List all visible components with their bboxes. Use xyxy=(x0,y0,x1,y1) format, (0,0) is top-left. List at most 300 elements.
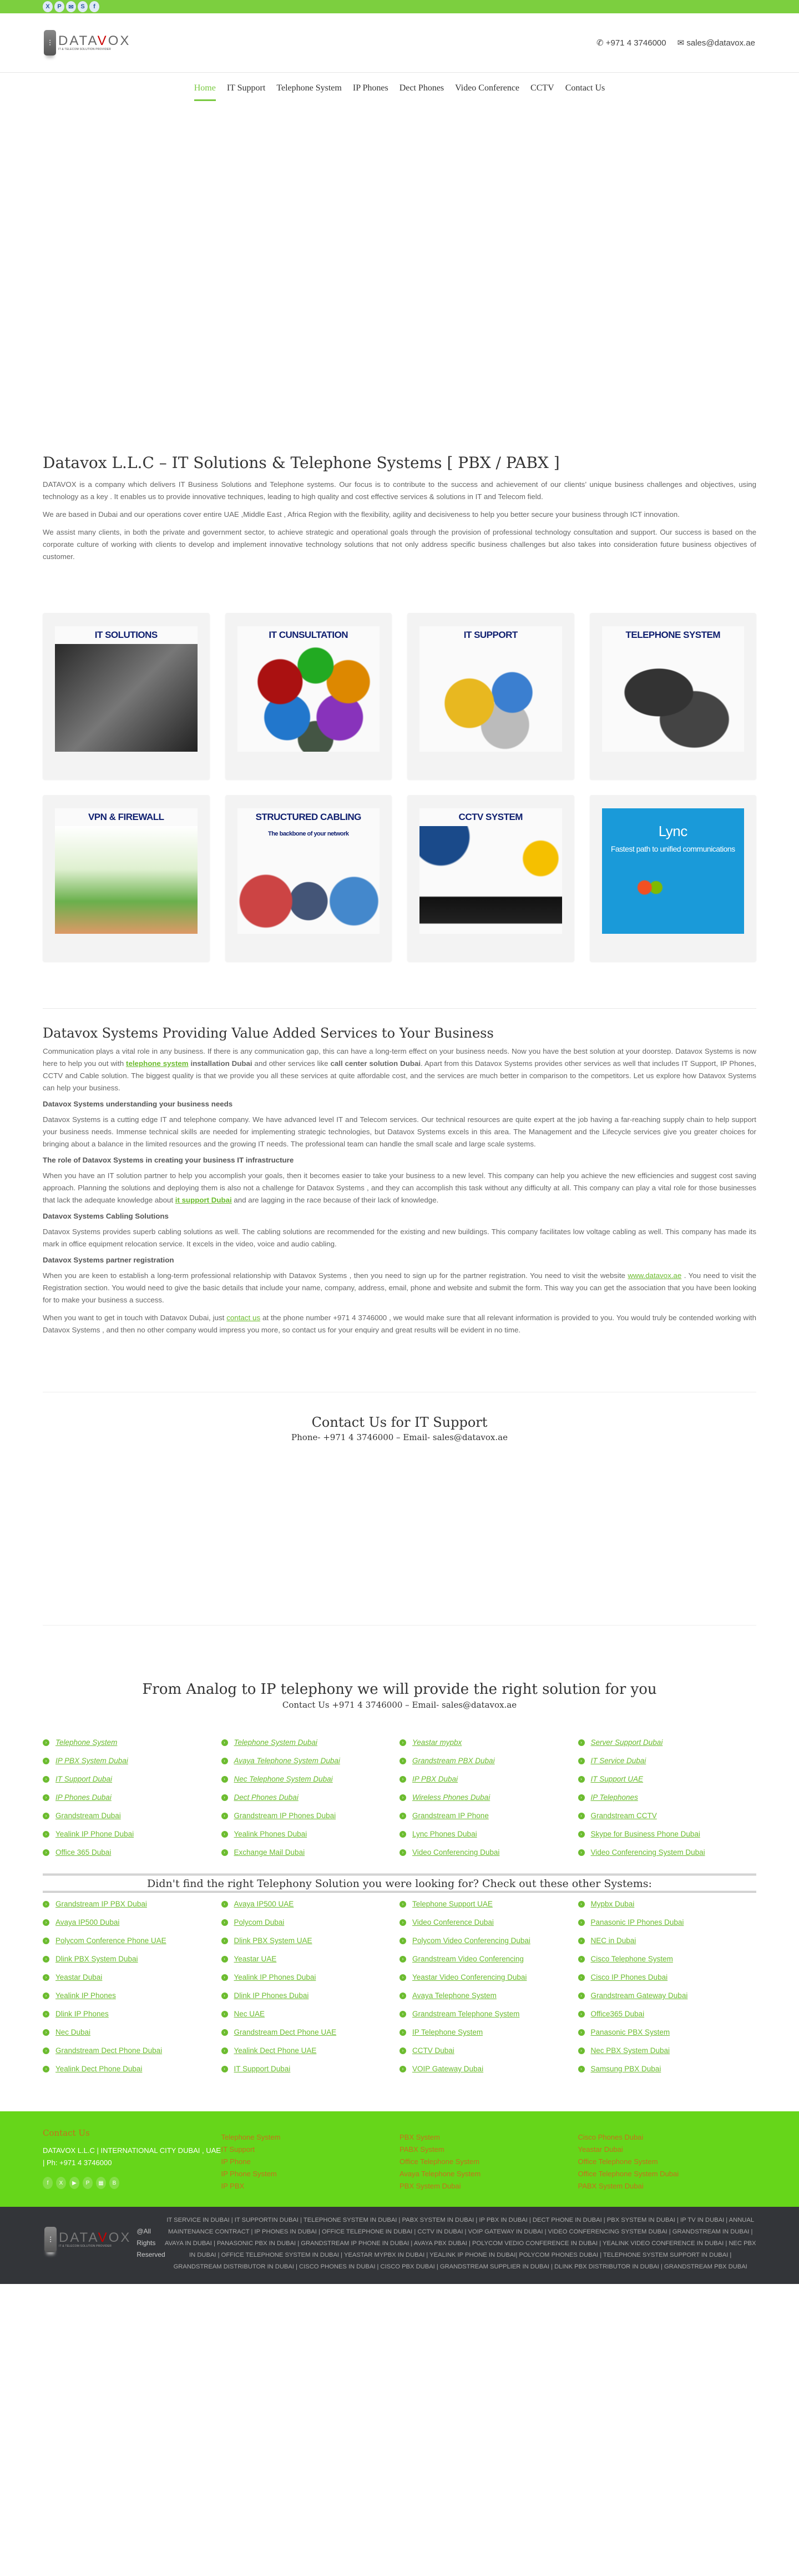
footer-link[interactable]: Office Telephone System xyxy=(578,2157,658,2166)
nav-dect-phones[interactable]: Dect Phones xyxy=(399,83,444,93)
chevron-right-icon: › xyxy=(578,1794,585,1801)
intro-paragraph: DATAVOX is a company which delivers IT Business Solutions and Telephone systems. Our focus is to contribute to the success and achievement of our clients’ unique business challenges and objectives, using technology as a key . It enables us to provide innovative techniques, leading to high quality and cost effective services & solutions in IT and Telecom field. xyxy=(43,480,756,501)
link-item[interactable] xyxy=(578,1752,757,1770)
link[interactable]: Dlink PBX System Dubai xyxy=(55,1955,138,1963)
chevron-right-icon: › xyxy=(43,1739,49,1746)
chevron-right-icon: › xyxy=(221,2066,228,2072)
link-item[interactable] xyxy=(400,1931,578,1950)
link-item[interactable] xyxy=(43,2005,221,2023)
link[interactable]: Nec PBX System Dubai xyxy=(590,2046,670,2055)
link-item[interactable] xyxy=(221,2060,400,2078)
facebook-icon[interactable]: f xyxy=(43,2177,53,2189)
link[interactable]: Grandstream PBX Dubai xyxy=(412,1757,495,1765)
link-item[interactable] xyxy=(578,1825,757,1843)
footer-links-col-4 xyxy=(578,2128,757,2192)
link-item[interactable] xyxy=(578,1788,757,1807)
link-item[interactable] xyxy=(43,2060,221,2078)
link-item[interactable] xyxy=(43,1895,221,1913)
link[interactable]: Dlink IP Phones xyxy=(55,2010,109,2018)
link[interactable]: Yeastar Dubai xyxy=(55,1973,103,1981)
footer-link[interactable]: Yeastar Dubai xyxy=(578,2145,623,2154)
chevron-right-icon: › xyxy=(43,1919,49,1926)
link[interactable]: Cisco IP Phones Dubai xyxy=(590,1973,668,1981)
subheading: Datavox Systems Cabling Solutions xyxy=(43,1212,169,1220)
link[interactable]: Grandstream IP Phone xyxy=(412,1812,489,1820)
footer xyxy=(0,2111,799,2207)
card-cctv-system[interactable] xyxy=(407,795,574,962)
link[interactable]: Grandstream IP Phones Dubai xyxy=(234,1812,336,1820)
card-lync[interactable] xyxy=(590,795,757,962)
link[interactable]: Exchange Mail Dubai xyxy=(234,1848,305,1856)
link[interactable]: Nec Telephone System Dubai xyxy=(234,1775,333,1783)
chevron-right-icon: › xyxy=(578,1813,585,1819)
chevron-right-icon: › xyxy=(43,2047,49,2054)
link-item[interactable] xyxy=(221,1825,400,1843)
service-cards xyxy=(43,613,756,962)
chevron-right-icon: › xyxy=(578,1956,585,1963)
link-item[interactable] xyxy=(221,1752,400,1770)
pinterest-icon[interactable]: P xyxy=(83,2177,93,2189)
card-title: IT CUNSULTATION xyxy=(269,630,348,640)
card-structured-cabling[interactable] xyxy=(225,795,392,962)
footer-link[interactable]: IP PBX xyxy=(221,2182,245,2190)
chevron-right-icon: › xyxy=(221,2047,228,2054)
chevron-right-icon: › xyxy=(43,1849,49,1856)
link[interactable]: Grandstream CCTV xyxy=(590,1812,657,1820)
link[interactable]: CCTV Dubai xyxy=(412,2046,454,2055)
chevron-right-icon: › xyxy=(221,1739,228,1746)
link-item[interactable] xyxy=(400,1807,578,1825)
footer-link[interactable]: PBX System xyxy=(400,2133,440,2141)
hero-banner-area xyxy=(0,104,799,454)
chevron-right-icon: › xyxy=(43,1813,49,1819)
didnt-find-heading: Didn't find the right Telephony Solution you were looking for? Check out these other Systems: xyxy=(43,1874,756,1893)
link[interactable]: Avaya IP500 UAE xyxy=(234,1900,294,1908)
link-item[interactable] xyxy=(221,1931,400,1950)
footer-link[interactable]: PABX System xyxy=(400,2145,444,2154)
footer-link[interactable]: Avaya Telephone System xyxy=(400,2170,481,2178)
chevron-right-icon: › xyxy=(43,1993,49,1999)
link-item[interactable] xyxy=(578,2005,757,2023)
chevron-right-icon: › xyxy=(400,2066,406,2072)
chevron-right-icon: › xyxy=(221,1993,228,1999)
footer-link[interactable]: PABX System Dubai xyxy=(578,2182,644,2190)
nav-telephone-system[interactable]: Telephone System xyxy=(276,83,342,93)
header-email[interactable]: ✉ sales@datavox.ae xyxy=(677,38,755,48)
link[interactable]: Dlink IP Phones Dubai xyxy=(234,1991,309,2000)
chevron-right-icon: › xyxy=(43,1758,49,1764)
chevron-right-icon: › xyxy=(400,1974,406,1981)
link[interactable]: IT Support UAE xyxy=(590,1775,644,1783)
phone-icon: ✆ xyxy=(596,38,606,48)
chevron-right-icon: › xyxy=(221,1813,228,1819)
link-item[interactable] xyxy=(221,1733,400,1752)
link[interactable]: Grandstream Telephone System xyxy=(412,2010,520,2018)
chevron-right-icon: › xyxy=(221,1956,228,1963)
link[interactable]: Yealink IP Phones Dubai xyxy=(234,1973,316,1981)
link-item[interactable] xyxy=(221,1843,400,1861)
link[interactable]: Avaya Telephone System xyxy=(412,1991,497,2000)
link-item[interactable] xyxy=(221,1770,400,1788)
chevron-right-icon: › xyxy=(578,1938,585,1944)
link-item[interactable] xyxy=(578,1770,757,1788)
nav-ip-phones[interactable]: IP Phones xyxy=(352,83,388,93)
card-it-support[interactable] xyxy=(407,613,574,779)
link-item[interactable] xyxy=(578,1843,757,1861)
link[interactable]: Lync Phones Dubai xyxy=(412,1830,477,1838)
cctv-system-image xyxy=(419,826,562,934)
link-item[interactable] xyxy=(400,1913,578,1931)
link[interactable]: Yealink IP Phone Dubai xyxy=(55,1830,134,1838)
link-item[interactable] xyxy=(43,1986,221,2005)
link-item[interactable] xyxy=(43,1770,221,1788)
link[interactable]: Grandstream Dubai xyxy=(55,1812,121,1820)
card-vpn-firewall[interactable] xyxy=(43,795,210,962)
link[interactable]: Yeastar Video Conferencing Dubai xyxy=(412,1973,527,1981)
card-telephone-system[interactable] xyxy=(590,613,757,779)
footer-link[interactable]: PBX System Dubai xyxy=(400,2182,461,2190)
blank-area xyxy=(43,1442,756,1626)
link[interactable]: Grandstream Video Conferencing xyxy=(412,1955,524,1963)
link-item[interactable] xyxy=(43,1913,221,1931)
link[interactable]: IT Service Dubai xyxy=(590,1757,646,1765)
it-support-image xyxy=(419,644,562,752)
subheading: Datavox Systems partner registration xyxy=(43,1256,174,1264)
link[interactable]: VOIP Gateway Dubai xyxy=(412,2065,484,2073)
footer-link[interactable]: Cisco Phones Dubai xyxy=(578,2133,644,2141)
chevron-right-icon: › xyxy=(578,2011,585,2017)
card-title: Lync xyxy=(658,823,687,839)
pinterest-icon[interactable]: P xyxy=(54,1,64,12)
link[interactable]: Office365 Dubai xyxy=(590,2010,645,2018)
link-item[interactable] xyxy=(221,2041,400,2060)
chevron-right-icon: › xyxy=(400,1938,406,1944)
intro-paragraph: We are based in Dubai and our operations cover entire UAE ,Middle East , Africa Region with the flexibility, agility and decisiveness to help you better secure your business through ICT innovation. xyxy=(43,510,680,519)
chevron-right-icon: › xyxy=(578,2066,585,2072)
logo-tagline: IT & TELECOM SOLUTION PROVIDER xyxy=(58,48,111,51)
x-twitter-icon[interactable]: X xyxy=(56,2177,66,2189)
link-item[interactable] xyxy=(221,1895,400,1913)
nav-contact-us[interactable]: Contact Us xyxy=(565,83,605,93)
blogger-icon[interactable]: B xyxy=(109,2177,119,2189)
nav-video-conference[interactable]: Video Conference xyxy=(455,83,520,93)
link-item[interactable] xyxy=(400,1825,578,1843)
link-item[interactable] xyxy=(578,2060,757,2078)
link-item[interactable] xyxy=(43,1950,221,1968)
facebook-icon[interactable]: f xyxy=(89,1,99,12)
nav-cctv[interactable]: CCTV xyxy=(530,83,554,93)
link[interactable]: Panasonic PBX System xyxy=(590,2028,670,2036)
link[interactable]: Polycom Dubai xyxy=(234,1918,285,1926)
link-item[interactable] xyxy=(578,1950,757,1968)
card-it-consultation[interactable] xyxy=(225,613,392,779)
link[interactable]: Polycom Video Conferencing Dubai xyxy=(412,1936,530,1945)
link-item[interactable] xyxy=(578,2023,757,2041)
link[interactable]: IP Phones Dubai xyxy=(55,1793,112,1802)
footer-link[interactable]: Office Telephone System Dubai xyxy=(578,2170,679,2178)
chevron-right-icon: › xyxy=(43,1938,49,1944)
link-item[interactable] xyxy=(43,1733,221,1752)
chevron-right-icon: › xyxy=(43,1974,49,1981)
nav-home[interactable]: Home xyxy=(194,79,216,98)
telephone-system-image xyxy=(602,644,745,752)
footer-logo[interactable] xyxy=(44,2227,131,2252)
link[interactable]: Panasonic IP Phones Dubai xyxy=(590,1918,684,1926)
link[interactable]: Telephone System xyxy=(55,1738,118,1747)
intro-title: Datavox L.L.C – IT Solutions & Telephone Systems [ PBX / PABX ] xyxy=(43,454,560,472)
link-item[interactable] xyxy=(43,1788,221,1807)
card-subtitle: Fastest path to unified communications xyxy=(610,844,735,853)
link-item[interactable] xyxy=(221,1807,400,1825)
chevron-right-icon: › xyxy=(221,1849,228,1856)
footer-link[interactable]: Telephone System xyxy=(221,2133,281,2141)
main-nav xyxy=(0,73,799,104)
website-link[interactable]: www.datavox.ae xyxy=(628,1271,682,1280)
services-paragraph: When you want to get in touch with Datavox Dubai, just contact us at the phone number +971 4 3746000 , we would make sure that all relevant information is provided to you. You would truly be contended working with Datavox Systems , and then no other company would impress you more, so contact us for your enquiry and great results will be evident in no time. xyxy=(43,1314,756,1334)
chevron-right-icon: › xyxy=(578,1901,585,1908)
link-item[interactable] xyxy=(221,1913,400,1931)
chevron-right-icon: › xyxy=(400,1849,406,1856)
card-title: VPN & FIREWALL xyxy=(88,812,164,822)
link[interactable]: NEC in Dubai xyxy=(590,1936,636,1945)
youtube-icon[interactable]: ▶ xyxy=(69,2177,79,2189)
chevron-right-icon: › xyxy=(578,1776,585,1783)
chevron-right-icon: › xyxy=(578,1831,585,1838)
link[interactable]: IP Telephones xyxy=(590,1793,638,1802)
link-item[interactable] xyxy=(221,1788,400,1807)
link-item[interactable] xyxy=(221,1950,400,1968)
chevron-right-icon: › xyxy=(221,1919,228,1926)
divider xyxy=(43,1008,756,1009)
link[interactable]: Grandstream IP PBX Dubai xyxy=(55,1900,147,1908)
link-item[interactable] xyxy=(400,1895,578,1913)
card-title: STRUCTURED CABLING xyxy=(255,812,361,822)
services-paragraph: Datavox Systems is a cutting edge IT and telephone company. We have advanced level IT and Telecom services. Our technical resources are quite expert at the job having a far-reaching supply chain to help support your business needs. Immense technical skills are needed for implementing strategic technologies, but Datavox Systems excels in this area. The Management and the Lifecycle services give you greater choices for bringing about a balance in the limited resources and the growing IT needs. The professional team can handle the small scale and large scale systems. xyxy=(43,1115,756,1148)
link[interactable]: Grandstream Dect Phone Dubai xyxy=(55,2046,163,2055)
link[interactable]: Dect Phones Dubai xyxy=(234,1793,299,1802)
link-item[interactable] xyxy=(578,1986,757,2005)
logo-tagline: IT & TELECOM SOLUTION PROVIDER xyxy=(59,2245,112,2248)
chevron-right-icon: › xyxy=(221,1901,228,1908)
chevron-right-icon: › xyxy=(43,1901,49,1908)
subheading: Datavox Systems understanding your business needs xyxy=(43,1100,233,1108)
chevron-right-icon: › xyxy=(400,2029,406,2036)
footer-link[interactable]: IT Support xyxy=(221,2145,255,2154)
it-consultation-image xyxy=(237,644,380,752)
link-item[interactable] xyxy=(43,1807,221,1825)
chevron-right-icon: › xyxy=(578,1974,585,1981)
link[interactable]: Mypbx Dubai xyxy=(590,1900,635,1908)
chevron-right-icon: › xyxy=(578,1758,585,1764)
intro-paragraph: We assist many clients, in both the private and government sector, to achieve strategic and operational goals through the provision of professional technology consultation and support. Our success is based on the corporate culture of working with clients to develop and implement innovative technology solutions that not only address specific business challenges but also takes into consideration future business objectives of customer. xyxy=(43,528,756,561)
chevron-right-icon: › xyxy=(43,2029,49,2036)
link[interactable]: Nec UAE xyxy=(234,2010,265,2018)
link[interactable]: Avaya IP500 Dubai xyxy=(55,1918,120,1926)
link-item[interactable] xyxy=(400,2060,578,2078)
link-item[interactable] xyxy=(400,1986,578,2005)
link-item[interactable] xyxy=(400,1752,578,1770)
chevron-right-icon: › xyxy=(221,1794,228,1801)
link-item[interactable] xyxy=(400,1968,578,1986)
card-title: CCTV SYSTEM xyxy=(458,812,523,822)
link-item[interactable] xyxy=(400,1770,578,1788)
link-item[interactable] xyxy=(400,2005,578,2023)
chevron-right-icon: › xyxy=(221,1938,228,1944)
link[interactable]: Cisco Telephone System xyxy=(590,1955,673,1963)
services-title: Datavox Systems Providing Value Added Services to Your Business xyxy=(43,1025,494,1041)
link[interactable]: IT Support Dubai xyxy=(234,2065,291,2073)
contact-title: Contact Us for IT Support xyxy=(311,1415,488,1430)
link-item[interactable] xyxy=(43,1931,221,1950)
footer-link[interactable]: IP Phone xyxy=(221,2157,251,2166)
skype-icon[interactable]: S xyxy=(78,1,88,12)
link[interactable]: Video Conferencing System Dubai xyxy=(590,1848,705,1856)
link-item[interactable] xyxy=(221,1968,400,1986)
link-item[interactable] xyxy=(43,2023,221,2041)
telephone-system-link[interactable]: telephone system xyxy=(126,1059,189,1068)
chevron-right-icon: › xyxy=(400,1776,406,1783)
link[interactable]: Telephone Support UAE xyxy=(412,1900,493,1908)
chevron-right-icon: › xyxy=(221,2029,228,2036)
link[interactable]: Server Support Dubai xyxy=(590,1738,663,1747)
analog-contact-line: Contact Us +971 4 3746000 – Email- sales@datavox.ae xyxy=(282,1700,517,1710)
link-item[interactable] xyxy=(578,2041,757,2060)
link-item[interactable] xyxy=(400,1843,578,1861)
link[interactable]: Polycom Conference Phone UAE xyxy=(55,1936,166,1945)
chevron-right-icon: › xyxy=(221,1974,228,1981)
link[interactable]: Wireless Phones Dubai xyxy=(412,1793,490,1802)
card-title: TELEPHONE SYSTEM xyxy=(625,630,721,640)
link[interactable]: Avaya Telephone System Dubai xyxy=(234,1757,340,1765)
chevron-right-icon: › xyxy=(400,1901,406,1908)
link-item[interactable] xyxy=(578,1913,757,1931)
footer-links-col-2 xyxy=(221,2128,400,2192)
chevron-right-icon: › xyxy=(400,1758,406,1764)
contact-us-link[interactable]: contact us xyxy=(226,1314,261,1322)
link[interactable]: IP PBX Dubai xyxy=(412,1775,458,1783)
services-paragraph: Datavox Systems provides superb cabling solutions as well. The cabling solutions are recommended for the existing and new buildings. This company facilitates low voltage cabling as well. This company has made its mark in office equipment relocation service. It excels in the video, voice and audio cabling. xyxy=(43,1227,756,1248)
header-phone[interactable]: ✆ +971 4 3746000 xyxy=(596,38,666,48)
link-item[interactable] xyxy=(578,1733,757,1752)
secondary-links-grid xyxy=(43,1895,756,2078)
link-item[interactable] xyxy=(43,1968,221,1986)
x-twitter-icon[interactable]: X xyxy=(43,1,53,12)
link[interactable]: IP Telephone System xyxy=(412,2028,483,2036)
chevron-right-icon: › xyxy=(400,1813,406,1819)
chevron-right-icon: › xyxy=(43,2066,49,2072)
link[interactable]: Nec Dubai xyxy=(55,2028,91,2036)
nav-it-support[interactable]: IT Support xyxy=(226,83,266,93)
link-item[interactable] xyxy=(221,1986,400,2005)
footer-link[interactable]: IP Phone System xyxy=(221,2170,277,2178)
link[interactable]: IP PBX System Dubai xyxy=(55,1757,128,1765)
link-item[interactable] xyxy=(221,2005,400,2023)
link[interactable]: Yealink Dect Phone Dubai xyxy=(55,2065,143,2073)
subheading: The role of Datavox Systems in creating your business IT infrastructure xyxy=(43,1156,294,1164)
link[interactable]: Grandstream Dect Phone UAE xyxy=(234,2028,337,2036)
card-it-solutions[interactable] xyxy=(43,613,210,779)
link-item[interactable] xyxy=(221,2023,400,2041)
contact-line: Phone- +971 4 3746000 – Email- sales@datavox.ae xyxy=(291,1432,508,1442)
link[interactable]: Samsung PBX Dubai xyxy=(590,2065,661,2073)
link[interactable]: Grandstream Gateway Dubai xyxy=(590,1991,688,2000)
link-item[interactable] xyxy=(43,1825,221,1843)
top-bar xyxy=(0,0,799,13)
chevron-right-icon: › xyxy=(400,1956,406,1963)
link[interactable]: Skype for Business Phone Dubai xyxy=(590,1830,700,1838)
link[interactable]: Office 365 Dubai xyxy=(55,1848,112,1856)
chevron-right-icon: › xyxy=(221,2011,228,2017)
card-subtitle: The backbone of your network xyxy=(267,831,349,837)
link[interactable]: Yealink IP Phones xyxy=(55,1991,116,2000)
link-item[interactable] xyxy=(43,1843,221,1861)
footer-link[interactable]: Office Telephone System xyxy=(400,2157,480,2166)
it-solutions-image xyxy=(55,644,198,752)
logo-name: DATAVOX xyxy=(58,33,131,48)
link-item[interactable] xyxy=(400,2041,578,2060)
seo-keywords: IT SERVICE IN DUBAI | IT SUPPORTIN DUBAI | TELEPHONE SYSTEM IN DUBAI | PABX SYSTEM IN DUBAI | IP PBX IN DUBAI | DECT PHONE IN DUBAI | PBX SYSTEM IN DUBAI | IP TV IN DUBAI | ANNUAL MAINTENANCE CONTRACT | IP PHONES IN DUBAI | OFFICE TELEPHONE IN DUBAI | CCTV IN DUBAI | VOIP GATEWAY IN DUBAI | VIDEO CONFERENCING SYSTEM DUBAI | GRANDSTREAM IN DUBAI | AVAYA IN DUBAI | PANASONIC PBX IN DUBAI | GRANDSTREAM IP PHONE IN DUBAI | AVAYA PBX DUBAI | POLYCOM VEDIO CONFERENCE IN DUBAI | YEALINK VIDEO CONFERENCE IN DUBAI | NEC PBX IN DUBAI | OFFICE TELEPHONE SYSTEM IN DUBAI | YEASTAR MYPBX IN DUBAI | YEALINK IP PHONE IN DUBAI| POLYCOM PHONES DUBAI | TELEPHONE SYSTEM SUPPORT IN DUBAI | GRANDSTREAM DISTRIBUTOR IN DUBAI | CISCO PHONES IN DUBAI | CISCO PBX DUBAI | GRANDSTREAM SUPPLIER IN DUBAI | DLINK PBX DISTRIBUTOR IN DUBAI | GRANDSTREAM PBX DUBAI xyxy=(164,2217,756,2270)
mail-icon: ✉ xyxy=(677,38,687,48)
chevron-right-icon: › xyxy=(43,1956,49,1963)
vpn-firewall-image xyxy=(55,826,198,934)
link-item[interactable] xyxy=(400,2023,578,2041)
chevron-right-icon: › xyxy=(43,1831,49,1838)
footer-address: DATAVOX L.L.C | INTERNATIONAL CITY DUBAI , UAE | Ph: +971 4 3746000 xyxy=(43,2146,221,2167)
logo[interactable] xyxy=(44,30,130,56)
services-paragraph: When you are keen to establish a long-term professional relationship with Datavox Systems , then you need to sign up for the partner registration. You need to visit the website www.datavox.ae . You need to visit the Registration section. You would need to give the basic details that include your name, company, address, email, phone and website and submit the form. This way you can get the association that you have been looking for to make your business a success. xyxy=(43,1271,756,1304)
chevron-right-icon: › xyxy=(400,2011,406,2017)
chevron-right-icon: › xyxy=(578,1993,585,1999)
chevron-right-icon: › xyxy=(400,1919,406,1926)
card-title: IT SOLUTIONS xyxy=(94,630,158,640)
chevron-right-icon: › xyxy=(221,1776,228,1783)
calendar-icon[interactable]: ▦ xyxy=(96,2177,106,2189)
link-item[interactable] xyxy=(43,1752,221,1770)
chevron-right-icon: › xyxy=(578,1919,585,1926)
link-item[interactable] xyxy=(578,1807,757,1825)
analog-title: From Analog to IP telephony we will provide the right solution for you xyxy=(142,1681,657,1698)
link-item[interactable] xyxy=(43,2041,221,2060)
analog-section xyxy=(43,1681,756,1710)
link-item[interactable] xyxy=(578,1968,757,1986)
link-item[interactable] xyxy=(400,1788,578,1807)
link-item[interactable] xyxy=(400,1950,578,1968)
footer-links-col-3 xyxy=(400,2128,578,2192)
link[interactable]: Telephone System Dubai xyxy=(234,1738,317,1747)
structured-cabling-image xyxy=(237,841,380,934)
link[interactable]: IT Support Dubai xyxy=(55,1775,113,1783)
link-item[interactable] xyxy=(578,1931,757,1950)
logo-badge-icon: ⫶ xyxy=(44,30,56,56)
card-title: IT SUPPORT xyxy=(463,630,518,640)
mail-icon[interactable]: ✉ xyxy=(66,1,76,12)
chevron-right-icon: › xyxy=(400,1993,406,1999)
link[interactable]: Dlink PBX System UAE xyxy=(234,1936,312,1945)
rights-text: @All Rights Reserved xyxy=(136,2227,165,2258)
link-item[interactable] xyxy=(400,1733,578,1752)
link[interactable]: Video Conference Dubai xyxy=(412,1918,494,1926)
link-item[interactable] xyxy=(578,1895,757,1913)
link[interactable]: Yeastar mypbx xyxy=(412,1738,462,1747)
link[interactable]: Video Conferencing Dubai xyxy=(412,1848,500,1856)
link[interactable]: Yealink Phones Dubai xyxy=(234,1830,307,1838)
it-support-dubai-link[interactable]: it support Dubai xyxy=(175,1196,232,1204)
chevron-right-icon: › xyxy=(578,1849,585,1856)
link[interactable]: Yealink Dect Phone UAE xyxy=(234,2046,317,2055)
link[interactable]: Yeastar UAE xyxy=(234,1955,277,1963)
microsoft-office365-logo xyxy=(602,857,745,934)
chevron-right-icon: › xyxy=(43,2011,49,2017)
